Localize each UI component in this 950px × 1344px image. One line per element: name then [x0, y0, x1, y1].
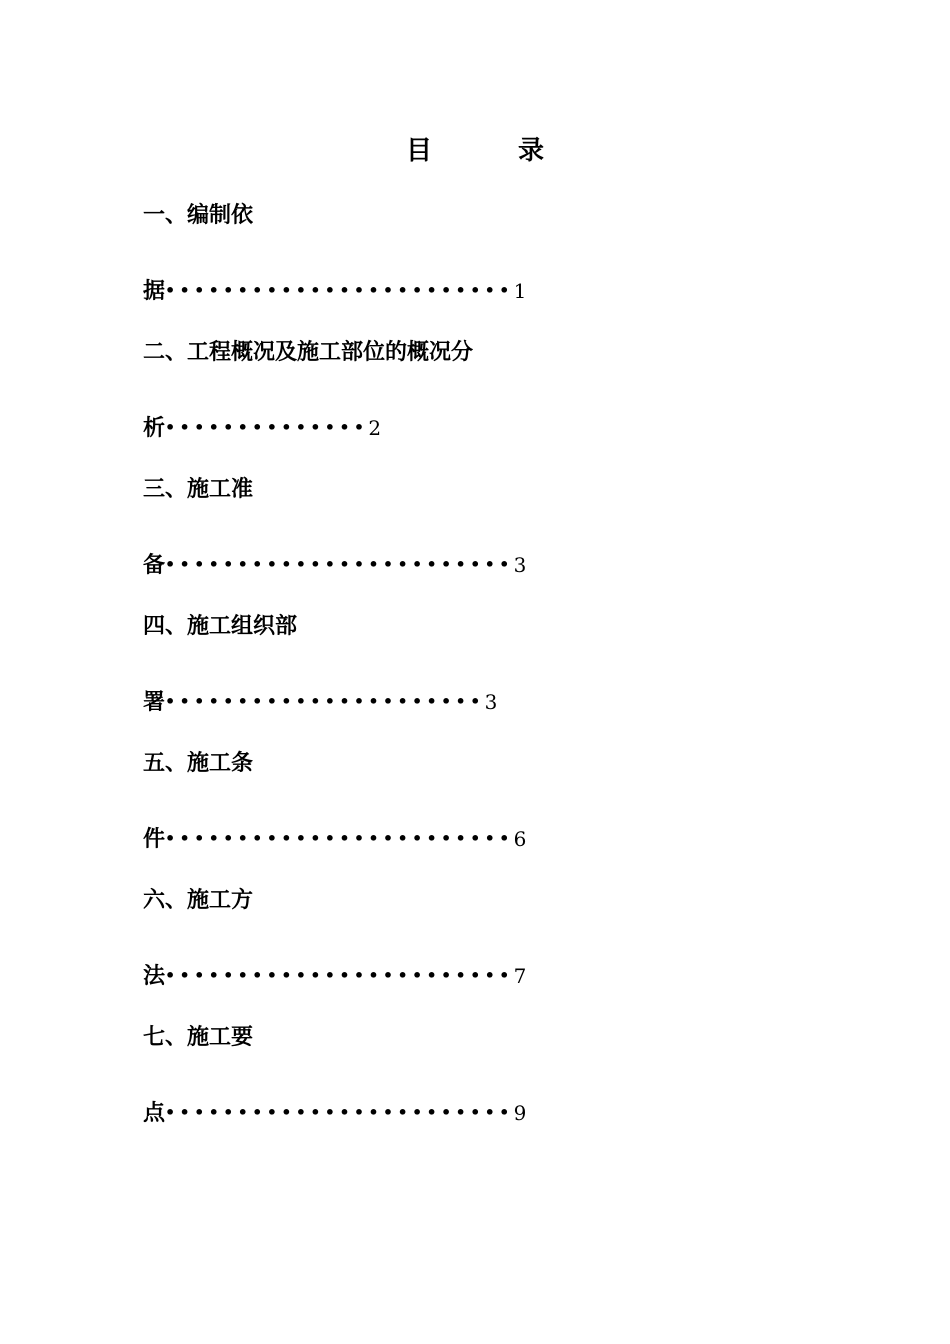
toc-entry-tail: 析	[143, 415, 166, 441]
toc-page-number: 9	[513, 1101, 527, 1125]
toc-entry-leader	[143, 273, 526, 309]
toc-entry-tail: 点	[143, 1100, 166, 1126]
toc-entry[interactable]	[143, 1019, 763, 1156]
toc-page-number: 7	[513, 964, 527, 988]
toc-entry-tail: 据	[143, 278, 166, 304]
toc-entry-heading: 三、施工准	[143, 476, 254, 502]
toc-entry-tail: 件	[143, 826, 166, 852]
toc-entry-leader	[143, 1095, 526, 1131]
toc-entry[interactable]	[143, 471, 763, 608]
leader-dots: ••••••••••••••••••••••	[165, 692, 485, 711]
toc-entry-leader	[143, 684, 497, 720]
toc-entry[interactable]	[143, 882, 763, 1019]
leader-dots: ••••••••••••••	[165, 418, 369, 437]
toc-entry-leader	[143, 410, 381, 446]
toc-entry-heading: 四、施工组织部	[143, 613, 298, 639]
toc-entry-leader	[143, 547, 526, 583]
toc-entry-tail: 法	[143, 963, 166, 989]
toc-page-number: 3	[513, 553, 527, 577]
leader-dots: ••••••••••••••••••••••••	[165, 281, 514, 300]
toc-entry[interactable]	[143, 197, 763, 334]
toc-entry-heading: 一、编制依	[143, 202, 254, 228]
toc-entry-heading: 七、施工要	[143, 1024, 254, 1050]
toc-title-char-2: 录	[518, 136, 545, 166]
toc-page-number: 2	[368, 416, 382, 440]
toc-entry[interactable]	[143, 608, 763, 745]
toc-entry[interactable]	[143, 745, 763, 882]
toc-entry[interactable]	[143, 334, 763, 471]
toc-entry-leader	[143, 958, 526, 994]
leader-dots: ••••••••••••••••••••••••	[165, 555, 514, 574]
toc-entry-heading: 五、施工条	[143, 750, 254, 776]
toc-page-number: 1	[513, 279, 527, 303]
leader-dots: ••••••••••••••••••••••••	[165, 966, 514, 985]
leader-dots: ••••••••••••••••••••••••	[165, 1103, 514, 1122]
toc-entry-leader	[143, 821, 526, 857]
toc-page-number: 3	[484, 690, 498, 714]
toc-title-char-1: 目	[405, 136, 432, 166]
toc-entry-tail: 署	[143, 689, 166, 715]
toc-title	[0, 134, 950, 168]
toc-page-number: 6	[513, 827, 527, 851]
toc-entry-heading: 二、工程概况及施工部位的概况分	[143, 339, 474, 365]
toc-entry-tail: 备	[143, 552, 166, 578]
leader-dots: ••••••••••••••••••••••••	[165, 829, 514, 848]
toc-entry-heading: 六、施工方	[143, 887, 254, 913]
toc-list	[143, 197, 763, 1156]
